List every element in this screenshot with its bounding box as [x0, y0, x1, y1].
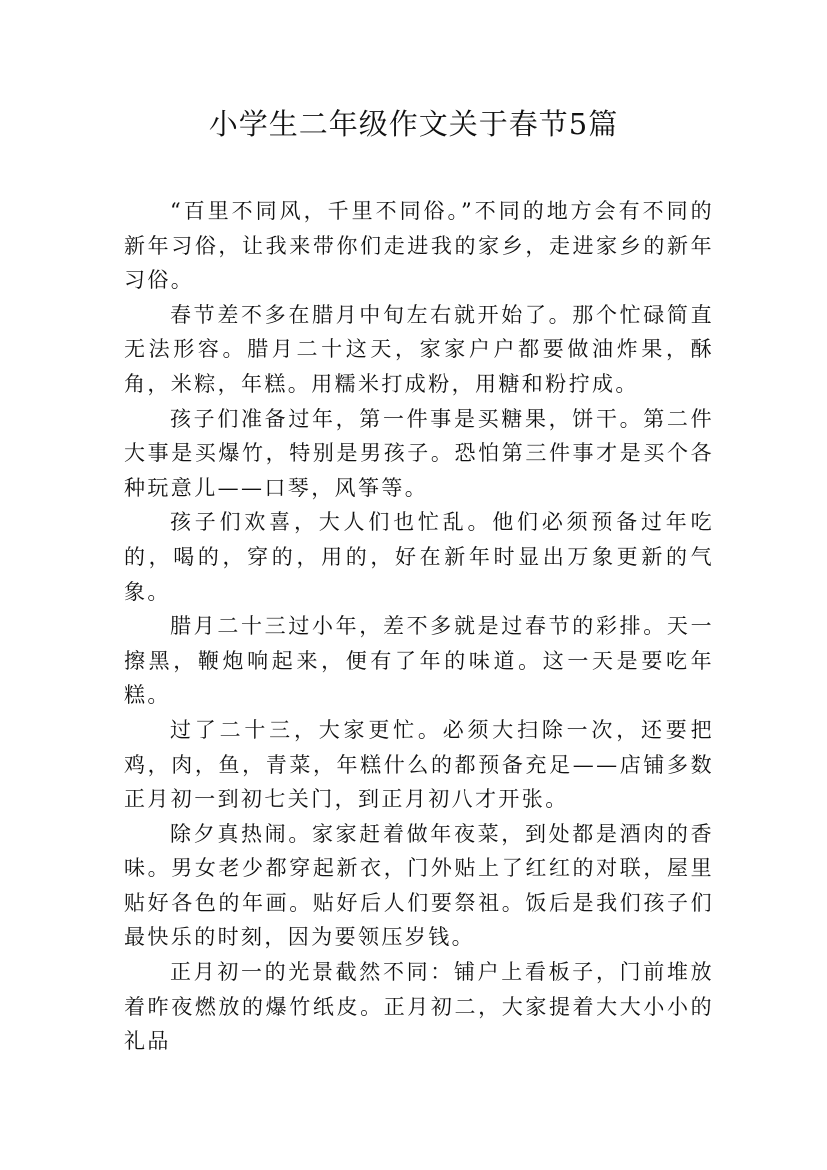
- paragraph: 过了二十三，大家更忙。必须大扫除一次，还要把鸡，肉，鱼，青菜，年糕什么的都预备充足——店铺多数正月初一到初七关门，到正月初八才开张。: [124, 717, 714, 812]
- document-body: [124, 194, 714, 1059]
- paragraph: 春节差不多在腊月中旬左右就开始了。那个忙碌简直无法形容。腊月二十这天，家家户户都要做油炸果，酥角，米粽，年糕。用糯米打成粉，用糖和粉拧成。: [124, 302, 714, 396]
- document-title: 小学生二年级作文关于春节5篇: [208, 107, 619, 141]
- paragraph: 除夕真热闹。家家赶着做年夜菜，到处都是酒肉的香味。男女老少都穿起新衣，门外贴上了红红的对联，屋里贴好各色的年画。贴好后人们要祭祖。饭后是我们孩子们最快乐的时刻，因为要领压岁钱。: [124, 821, 714, 950]
- paragraph: “百里不同风，千里不同俗。”不同的地方会有不同的新年习俗，让我来带你们走进我的家乡，走进家乡的新年习俗。: [124, 199, 714, 293]
- paragraph: 正月初一的光景截然不同：铺户上看板子，门前堆放着昨夜燃放的爆竹纸皮。正月初二，大家提着大大小小的礼品: [124, 960, 714, 1054]
- paragraph: 孩子们欢喜，大人们也忙乱。他们必须预备过年吃的，喝的，穿的，用的，好在新年时显出万象更新的气象。: [124, 510, 714, 604]
- paragraph: 孩子们准备过年，第一件事是买糖果，饼干。第二件大事是买爆竹，特别是男孩子。恐怕第三件事才是买个各种玩意儿——口琴，风筝等。: [124, 406, 714, 500]
- paragraph: 腊月二十三过小年，差不多就是过春节的彩排。天一擦黑，鞭炮响起来，便有了年的味道。这一天是要吃年糕。: [124, 614, 714, 708]
